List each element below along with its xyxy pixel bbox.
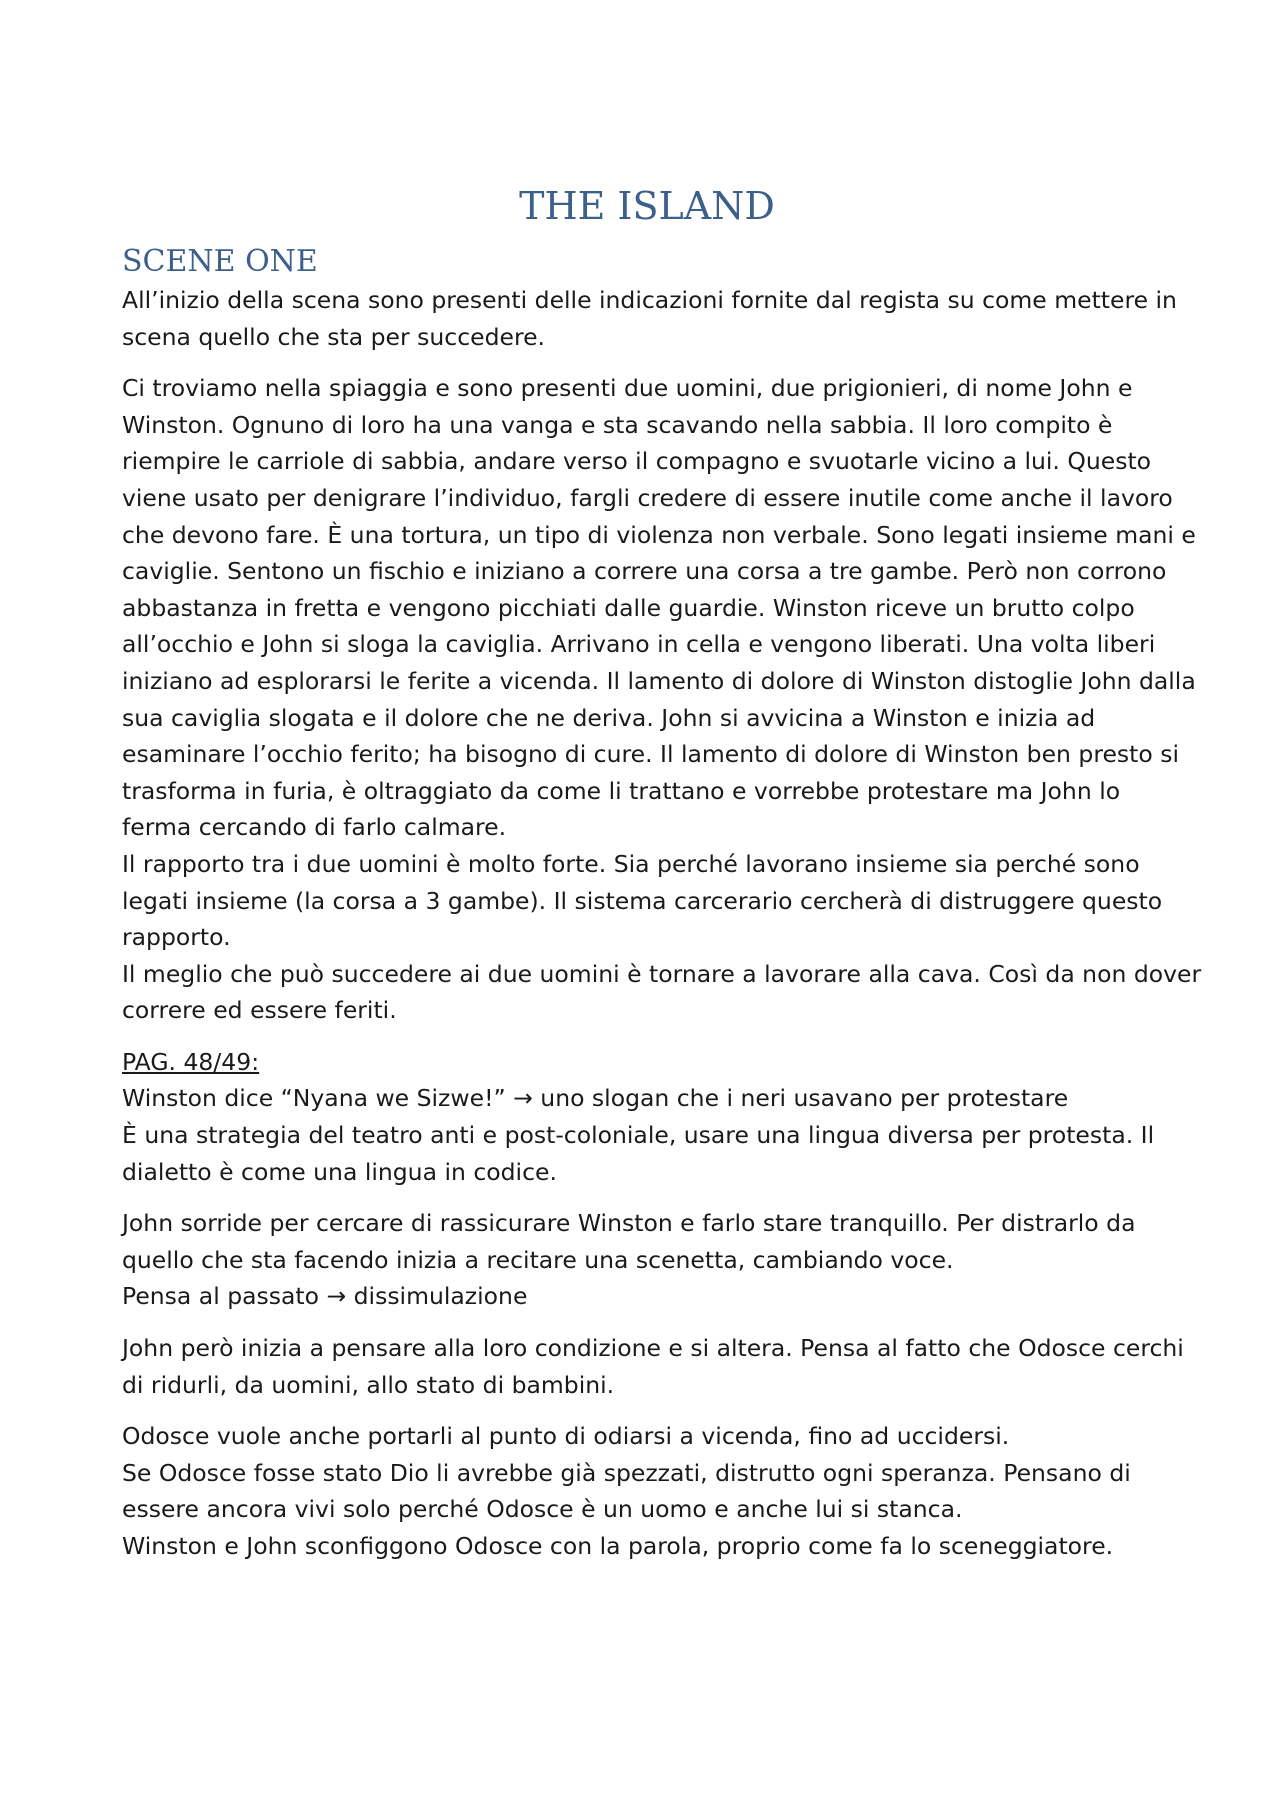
paragraph: [122, 1205, 1172, 1315]
text-line: trasforma in furia, è oltraggiato da come li trattano e vorrebbe protestare ma John lo: [122, 776, 1121, 805]
text-line: dialetto è come una lingua in codice.: [122, 1157, 557, 1186]
text-line: Winston dice “Nyana we Sizwe!” → uno slogan che i neri usavano per protestare: [122, 1084, 1069, 1113]
text-line: Odosce vuole anche portarli al punto di odiarsi a vicenda, fino ad uccidersi.: [122, 1422, 1010, 1451]
text-line: che devono fare. È una tortura, un tipo di violenza non verbale. Sono legati insieme mani e: [122, 520, 1196, 549]
text-line: viene usato per denigrare l’individuo, fargli credere di essere inutile come anche il lavoro: [122, 483, 1173, 512]
text-line: Pensa al passato → dissimulazione: [122, 1282, 528, 1311]
text-line: All’inizio della scena sono presenti delle indicazioni fornite dal regista su come mettere in: [122, 286, 1177, 314]
text-line: quello che sta facendo inizia a recitare una scenetta, cambiando voce.: [122, 1245, 954, 1274]
text-line: Il rapporto tra i due uomini è molto forte. Sia perché lavorano insieme sia perché sono: [122, 849, 1140, 878]
text-line: È una strategia del teatro anti e post-coloniale, usare una lingua diversa per protesta. Il: [122, 1121, 1155, 1150]
text-line: legati insieme (la corsa a 3 gambe). Il sistema carcerario cercherà di distruggere questo: [122, 886, 1163, 915]
text-line: John però inizia a pensare alla loro condizione e si altera. Pensa al fatto che Odosce cerchi: [122, 1334, 1184, 1363]
paragraph: [122, 1418, 1172, 1564]
section-heading: SCENE ONE: [122, 244, 318, 279]
text-line: Winston e John sconfiggono Odosce con la parola, proprio come fa lo sceneggiatore.: [122, 1532, 1114, 1560]
text-line: John sorride per cercare di rassicurare Winston e farlo stare tranquillo. Per distrarlo da: [122, 1209, 1136, 1238]
text-line: riempire le carriole di sabbia, andare verso il compagno e svuotarle vicino a lui. Questo: [122, 447, 1152, 476]
text-line: di ridurli, da uomini, allo stato di bambini.: [122, 1370, 615, 1399]
document-title: THE ISLAND: [519, 184, 775, 228]
text-line: all’occhio e John si sloga la caviglia. Arrivano in cella e vengono liberati. Una volta liberi: [122, 630, 1156, 659]
text-line: scena quello che sta per succedere.: [122, 322, 546, 351]
text-line: caviglie. Sentono un fischio e iniziano a correre una corsa a tre gambe. Però non corrono: [122, 557, 1167, 586]
text-line: correre ed essere feriti.: [122, 996, 397, 1025]
text-line: essere ancora vivi solo perché Odosce è un uomo e anche lui si stanca.: [122, 1495, 963, 1524]
text-line: iniziano ad esplorarsi le ferite a vicenda. Il lamento di dolore di Winston distoglie John dalla: [122, 666, 1196, 695]
text-line: Se Odosce fosse stato Dio li avrebbe già spezzati, distrutto ogni speranza. Pensano di: [122, 1458, 1131, 1487]
paragraph: [122, 1044, 1172, 1190]
text-line: ferma cercando di farlo calmare.: [122, 813, 507, 842]
paragraphs-container: [122, 282, 1202, 1565]
paragraph: [122, 282, 1177, 355]
text-line: Il meglio che può succedere ai due uomini è tornare a lavorare alla cava. Così da non dover: [122, 959, 1202, 988]
paragraph: [122, 1330, 1184, 1403]
document-body: [122, 180, 1202, 1580]
page-reference-label: PAG. 48/49:: [122, 1047, 260, 1076]
text-line: sua caviglia slogata e il dolore che ne deriva. John si avvicina a Winston e inizia ad: [122, 703, 1096, 732]
paragraph: [122, 370, 1202, 1029]
text-line: rapporto.: [122, 923, 231, 952]
text-line: esaminare l’occhio ferito; ha bisogno di cure. Il lamento di dolore di Winston ben presto si: [122, 740, 1179, 769]
text-line: abbastanza in fretta e vengono picchiati dalle guardie. Winston riceve un brutto colpo: [122, 593, 1135, 622]
text-line: Winston. Ognuno di loro ha una vanga e sta scavando nella sabbia. Il loro compito è: [122, 410, 1113, 439]
text-line: Ci troviamo nella spiaggia e sono presenti due uomini, due prigionieri, di nome John e: [122, 374, 1133, 403]
